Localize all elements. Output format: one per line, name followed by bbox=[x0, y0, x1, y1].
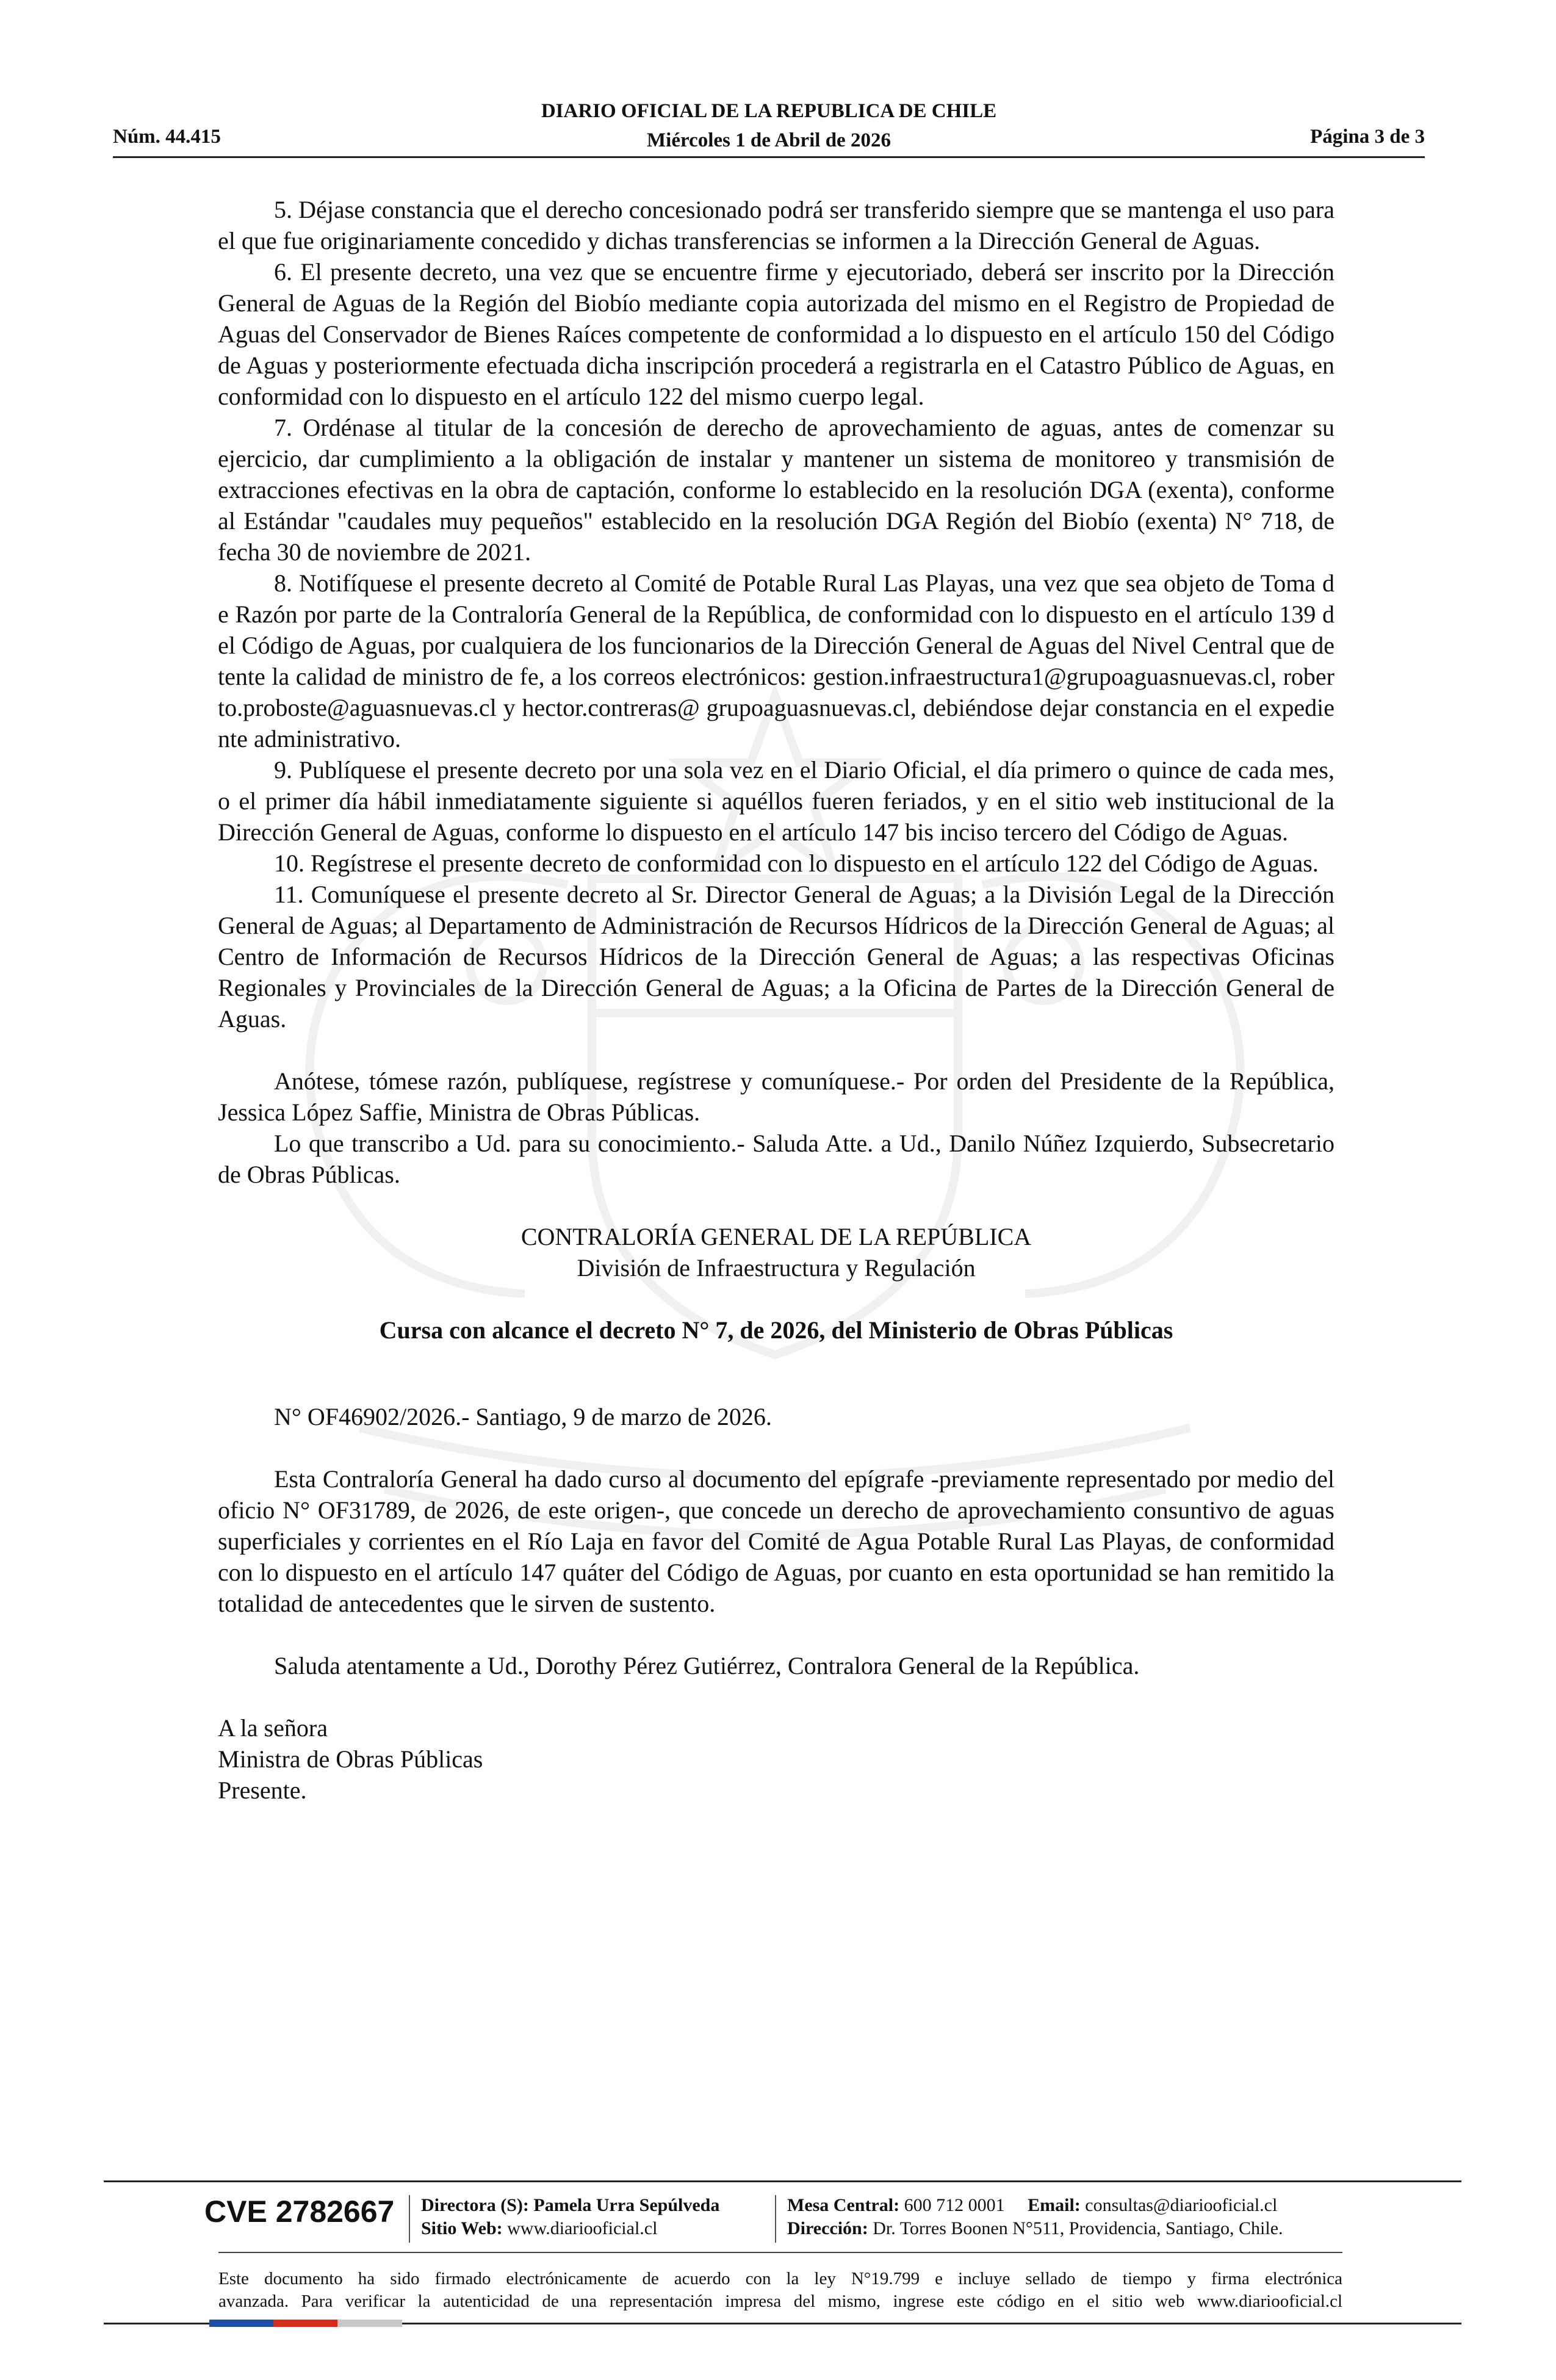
article-8: 8. Notifíquese el presente decreto al Comité de Potable Rural Las Playas, una vez que sea objeto de Toma de Razón por parte de la Contraloría General de la República, de conformidad con lo dispuesto en el artículo 139 del Código de Aguas, por cualquiera de los funcionarios de la Dirección General de Aguas del Nivel Central que detente la calidad de ministro de fe, a los correos electrónicos: gestion.infraestructura1@grupoaguasnuevas.cl, roberto.proboste@aguasnuevas.cl y hector.contreras@ grupoaguasnuevas.cl, debiéndose dejar constancia en el expediente administrativo. bbox=[218, 569, 1334, 752]
address-label: Dirección: bbox=[787, 2218, 868, 2238]
footer-director-col bbox=[421, 2194, 719, 2240]
contraloria-title: Cursa con alcance el decreto N° 7, de 2026, del Ministerio de Obras Públicas bbox=[379, 1316, 1173, 1344]
page-header bbox=[113, 96, 1425, 158]
phone-value: 600 712 0001 bbox=[904, 2195, 1005, 2215]
director-label: Directora (S): bbox=[421, 2195, 529, 2215]
contraloria-reference: N° OF46902/2026.- Santiago, 9 de marzo de 2026. bbox=[274, 1403, 772, 1430]
article-10: 10. Regístrese el presente decreto de conformidad con lo dispuesto en el artículo 122 del Código de Aguas. bbox=[274, 849, 1319, 877]
disclaimer-line-1: Este documento ha sido firmado electrónicamente de acuerdo con la ley N°19.799 e incluye sellado de tiempo y firma electrónica bbox=[218, 2269, 1342, 2288]
publication-date: Miércoles 1 de Abril de 2026 bbox=[647, 129, 891, 151]
article-7: 7. Ordénase al titular de la concesión de derecho de aprovechamiento de aguas, antes de comenzar su ejercicio, dar cumplimiento a la obligación de instalar y mantener un sistema de monitoreo y transmisión de extracciones efectivas en la obra de captación, conforme lo establecido en la resolución DGA (exenta), conforme al Estándar "caudales muy pequeños" establecido en la resolución DGA Región del Biobío (exenta) N° 718, de fecha 30 de noviembre de 2021. bbox=[218, 414, 1334, 566]
flag-blue-segment bbox=[209, 2320, 273, 2327]
address-value: Dr. Torres Boonen N°511, Providencia, Santiago, Chile. bbox=[873, 2218, 1283, 2238]
addressee-line-1: A la señora bbox=[218, 1714, 328, 1742]
footer-info bbox=[104, 2182, 1461, 2249]
footer-divider bbox=[409, 2195, 410, 2243]
header-center bbox=[113, 96, 1425, 155]
contraloria-org: CONTRALORÍA GENERAL DE LA REPÚBLICA bbox=[520, 1223, 1032, 1250]
addressee-line-3: Presente. bbox=[218, 1776, 307, 1804]
email-link[interactable]: consultas@diariooficial.cl bbox=[1085, 2195, 1278, 2215]
document-body bbox=[218, 194, 1334, 1806]
flag-light-segment bbox=[337, 2320, 402, 2327]
article-5: 5. Déjase constancia que el derecho concesionado podrá ser transferido siempre que se mantenga el uso para el que fue originariamente concedido y dichas transferencias se informen a la Dirección General de Aguas. bbox=[218, 196, 1334, 254]
publication-title: DIARIO OFICIAL DE LA REPUBLICA DE CHILE bbox=[541, 100, 997, 122]
page-number: Página 3 de 3 bbox=[1310, 126, 1425, 148]
flag-red-segment bbox=[273, 2320, 337, 2327]
director-name: Pamela Urra Sepúlveda bbox=[533, 2195, 720, 2215]
footer-mid-rule bbox=[218, 2252, 1342, 2253]
phone-label: Mesa Central: bbox=[787, 2195, 900, 2215]
web-label: Sitio Web: bbox=[421, 2218, 503, 2238]
addressee-line-2: Ministra de Obras Públicas bbox=[218, 1745, 483, 1773]
article-6: 6. El presente decreto, una vez que se encuentre firme y ejecutoriado, deberá ser inscrito por la Dirección General de Aguas de la Región del Biobío mediante copia autorizada del mismo en el Registro de Propiedad de Aguas del Conservador de Bienes Raíces competente de conformidad a lo dispuesto en el artículo 150 del Código de Aguas y posteriormente efectuada dicha inscripción procederá a registrarla en el Catastro Público de Aguas, en conformidad con lo dispuesto en el artículo 122 del mismo cuerpo legal. bbox=[218, 258, 1334, 410]
contraloria-signature: Saluda atentamente a Ud., Dorothy Pérez Gutiérrez, Contralora General de la República. bbox=[274, 1652, 1140, 1679]
closing-order: Anótese, tómese razón, publíquese, regístrese y comuníquese.- Por orden del Presidente de la República, Jessica López Saffie, Ministra de Obras Públicas. bbox=[218, 1067, 1334, 1126]
chile-flag-stripe bbox=[209, 2320, 402, 2327]
article-11: 11. Comuníquese el presente decreto al Sr. Director General de Aguas; a la División Legal de la Dirección General de Aguas; al Departamento de Administración de Recursos Hídricos de la Dirección General de Aguas; al Centro de Información de Recursos Hídricos de la Dirección General de Aguas; a las respectivas Oficinas Regionales y Provinciales de la Dirección General de Aguas; a la Oficina de Partes de la Dirección General de Aguas. bbox=[218, 881, 1334, 1033]
article-9: 9. Publíquese el presente decreto por una sola vez en el Diario Oficial, el día primero o quince de cada mes, o el primer día hábil inmediatamente siguiente si aquéllos fueren feriados, y en el sitio web institucional de la Dirección General de Aguas, conforme lo dispuesto en el artículo 147 bis inciso tercero del Código de Aguas. bbox=[218, 756, 1334, 846]
contraloria-body: Esta Contraloría General ha dado curso al documento del epígrafe -previamente representado por medio del oficio N° OF31789, de 2026, de este origen-, que concede un derecho de aprovechamiento consuntivo de aguas superficiales y corrientes en el Río Laja en favor del Comité de Agua Potable Rural Las Playas, de conformidad con lo dispuesto en el artículo 147 quáter del Código de Aguas, por cuanto en esta oportunidad se han remitido la totalidad de antecedentes que le sirven de sustento. bbox=[218, 1465, 1334, 1617]
electronic-signature-disclaimer bbox=[218, 2268, 1342, 2313]
footer-contact-col bbox=[787, 2194, 1283, 2240]
contraloria-division: División de Infraestructura y Regulación bbox=[577, 1254, 976, 1282]
footer-divider bbox=[775, 2195, 776, 2243]
email-label: Email: bbox=[1028, 2195, 1081, 2215]
issue-number: Núm. 44.415 bbox=[113, 126, 221, 148]
web-link[interactable]: www.diariooficial.cl bbox=[507, 2218, 658, 2238]
disclaimer-line-2: avanzada. Para verificar la autenticidad de una representación impresa del mismo, ingrese este código en el sitio web www.diariooficial.cl bbox=[218, 2292, 1342, 2311]
closing-transcribe: Lo que transcribo a Ud. para su conocimiento.- Saluda Atte. a Ud., Danilo Núñez Izquierdo, Subsecretario de Obras Públicas. bbox=[218, 1130, 1334, 1188]
cve-code: CVE 2782667 bbox=[204, 2194, 395, 2229]
